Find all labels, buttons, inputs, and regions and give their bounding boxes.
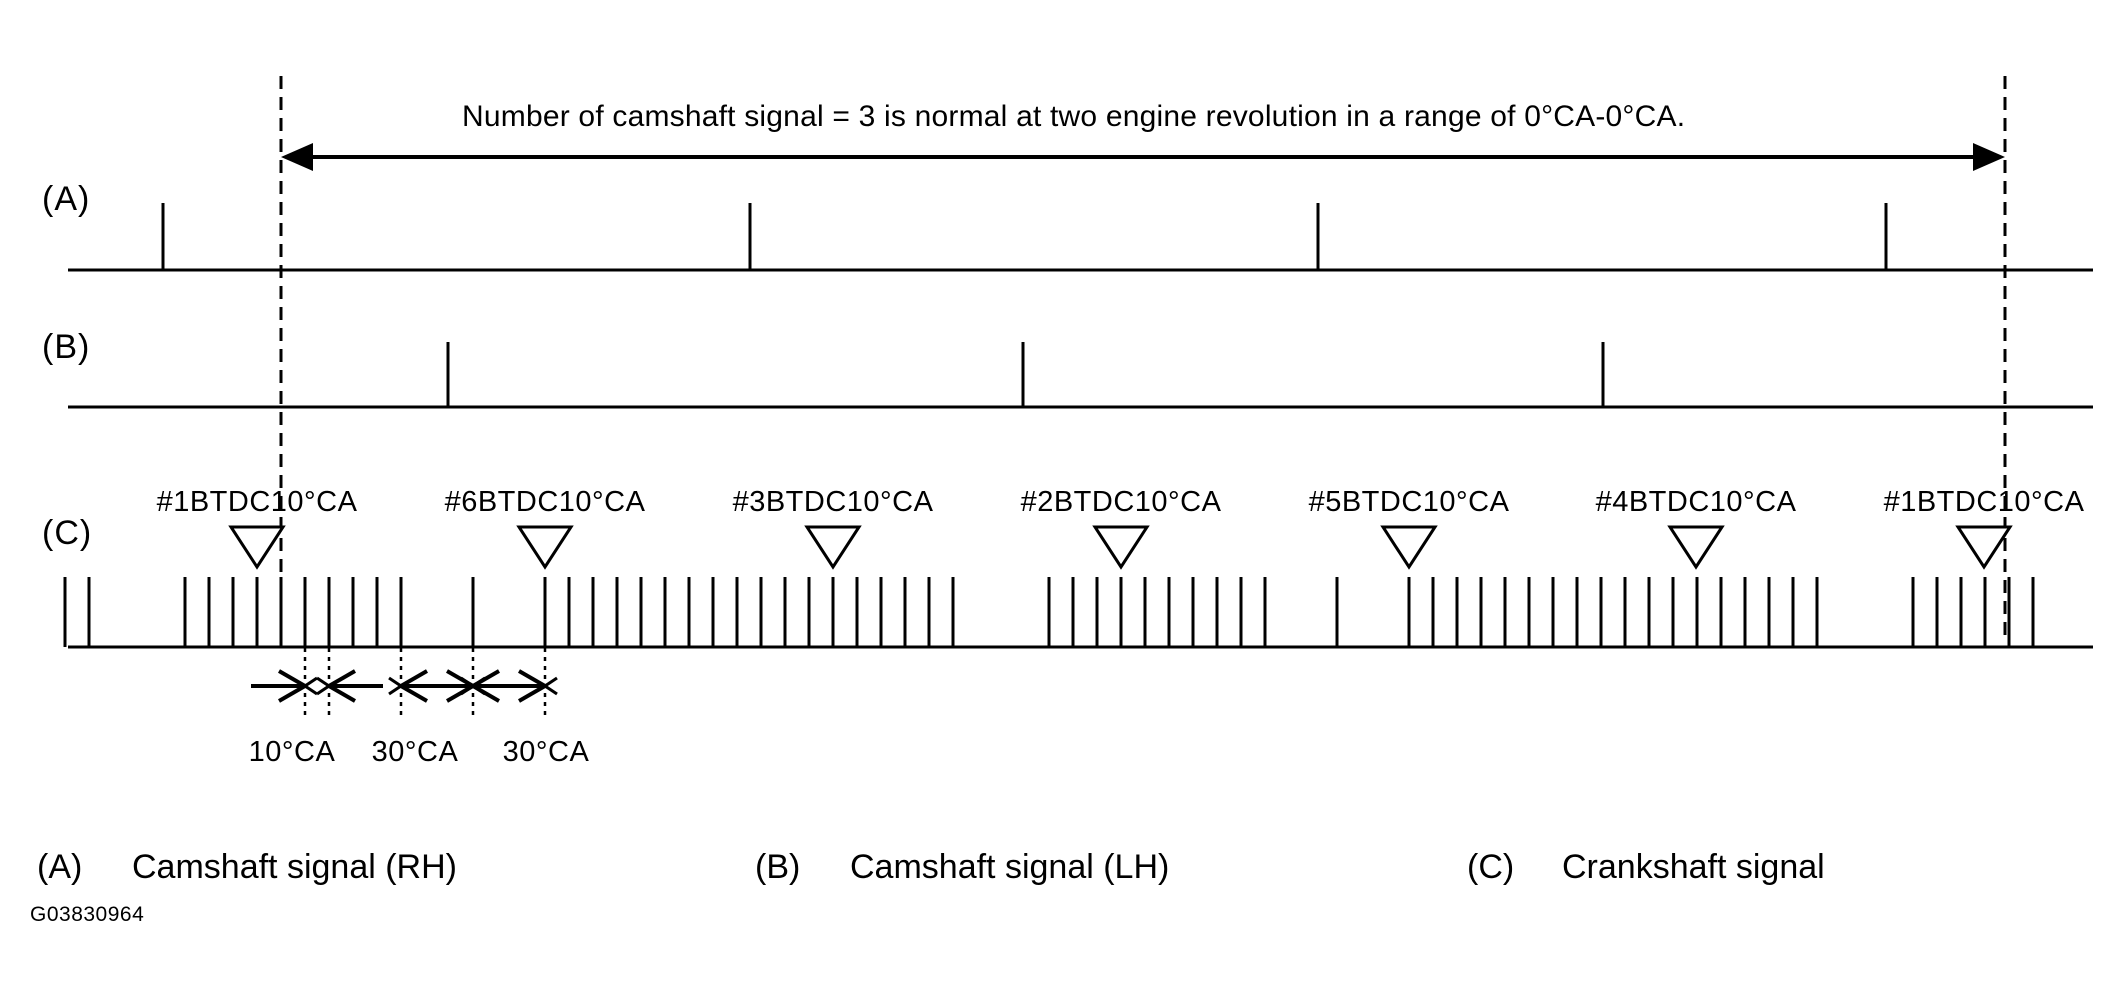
measure-arrowhead xyxy=(279,671,305,686)
cam-marker-triangle xyxy=(1670,527,1722,567)
figure-id: G03830964 xyxy=(30,903,145,926)
measure-arrowhead xyxy=(317,678,329,686)
cam-marker-triangle xyxy=(1958,527,2010,567)
cam-marker-label-5: #4BTDC10°CA xyxy=(1595,486,1797,518)
cam-marker-triangle xyxy=(231,527,283,567)
measure-arrowhead xyxy=(401,671,427,686)
cam-marker-label-4: #5BTDC10°CA xyxy=(1308,486,1510,518)
cam-marker-label-3: #2BTDC10°CA xyxy=(1020,486,1222,518)
measure-label-2: 30°CA xyxy=(502,736,590,768)
cam-marker-label-0: #1BTDC10°CA xyxy=(156,486,358,518)
measure-arrowhead xyxy=(389,678,401,686)
cam-marker-triangle xyxy=(519,527,571,567)
measure-label-1: 30°CA xyxy=(371,736,459,768)
figure-title: Number of camshaft signal = 3 is normal at two engine revolution in a range of 0°CA-0°CA. xyxy=(462,100,1686,133)
measure-arrowhead xyxy=(473,671,499,686)
measure-arrowhead xyxy=(305,678,317,686)
range-arrowhead-right xyxy=(1973,143,2005,171)
trace-b-label: (B) xyxy=(42,328,91,366)
measure-arrowhead xyxy=(473,686,499,701)
trace-a-label: (A) xyxy=(42,180,91,218)
cam-marker-triangle xyxy=(1095,527,1147,567)
measure-arrowhead xyxy=(317,686,329,694)
cam-marker-triangle xyxy=(807,527,859,567)
legend-key-1: (B) xyxy=(755,848,801,886)
measure-arrowhead xyxy=(329,686,355,701)
range-arrowhead-left xyxy=(281,143,313,171)
cam-marker-label-6: #1BTDC10°CA xyxy=(1883,486,2085,518)
legend-text-2: Crankshaft signal xyxy=(1562,848,1825,886)
legend-text-0: Camshaft signal (RH) xyxy=(132,848,457,886)
measure-arrowhead xyxy=(519,671,545,686)
measure-arrowhead xyxy=(545,678,557,686)
trace-c-label: (C) xyxy=(42,514,93,552)
measure-arrowhead xyxy=(545,686,557,694)
measure-arrowhead xyxy=(305,686,317,694)
legend-key-0: (A) xyxy=(37,848,83,886)
legend-key-2: (C) xyxy=(1467,848,1515,886)
measure-arrowhead xyxy=(279,686,305,701)
measure-arrowhead xyxy=(329,671,355,686)
measure-arrowhead xyxy=(519,686,545,701)
measure-arrowhead xyxy=(389,686,401,694)
legend-text-1: Camshaft signal (LH) xyxy=(850,848,1170,886)
cam-marker-label-1: #6BTDC10°CA xyxy=(444,486,646,518)
cam-marker-triangle xyxy=(1383,527,1435,567)
measure-label-0: 10°CA xyxy=(248,736,336,768)
cam-marker-label-2: #3BTDC10°CA xyxy=(732,486,934,518)
measure-arrowhead xyxy=(401,686,427,701)
